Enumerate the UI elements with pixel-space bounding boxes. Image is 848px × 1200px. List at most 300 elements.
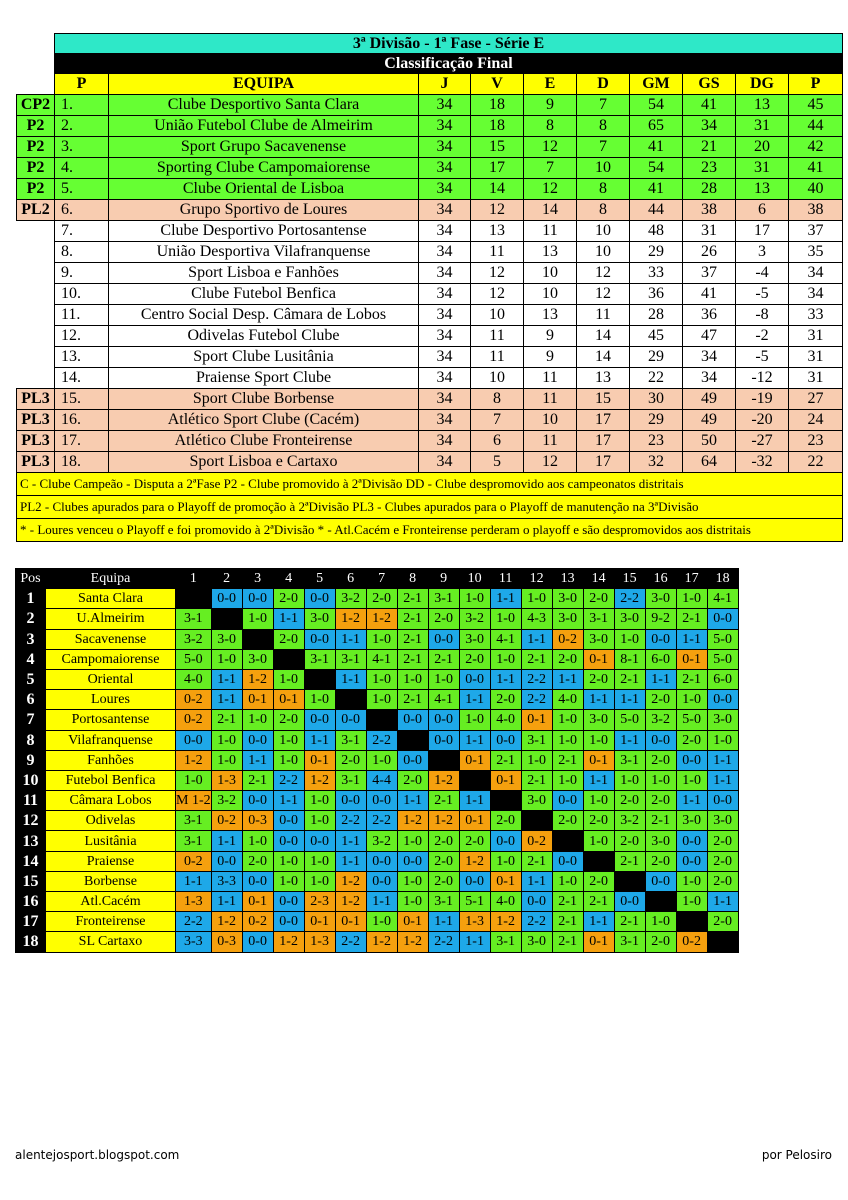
qualification-code (17, 242, 55, 263)
cell-v: 13 (471, 221, 524, 242)
score-cell: 1-2 (335, 892, 366, 912)
score-cell: 1-0 (211, 750, 242, 770)
score-cell: 1-1 (707, 770, 738, 790)
cell-gs: 38 (683, 200, 736, 221)
cell-dg: -4 (736, 263, 789, 284)
score-cell: 2-1 (490, 750, 521, 770)
cell-gs: 34 (683, 116, 736, 137)
grid-row (16, 710, 739, 730)
score-cell: 1-2 (176, 750, 212, 770)
score-cell: 0-0 (211, 851, 242, 871)
score-cell: 0-2 (521, 831, 552, 851)
qualification-code (17, 263, 55, 284)
score-cell: 1-0 (366, 690, 397, 710)
score-cell: 1-1 (273, 791, 304, 811)
grid-header-col: 15 (614, 569, 645, 589)
cell-d: 14 (577, 347, 630, 368)
score-cell: 1-2 (366, 932, 397, 952)
cell-j: 34 (419, 431, 471, 452)
score-cell: 3-2 (614, 811, 645, 831)
score-cell: 0-1 (397, 912, 428, 932)
grid-row-team: Loures (46, 690, 176, 710)
standings-row (17, 284, 843, 305)
score-cell: 3-1 (176, 831, 212, 851)
score-cell: 3-1 (490, 932, 521, 952)
header-col-1: EQUIPA (109, 74, 419, 95)
score-cell: 0-0 (304, 710, 335, 730)
score-cell: 1-0 (273, 730, 304, 750)
grid-row (16, 770, 739, 790)
grid-row-team: Santa Clara (46, 589, 176, 609)
score-cell: 1-1 (304, 730, 335, 750)
grid-header-col: 9 (428, 569, 459, 589)
score-cell: 1-1 (459, 791, 490, 811)
cell-gs: 26 (683, 242, 736, 263)
score-cell: 1-0 (459, 589, 490, 609)
score-cell: 1-0 (397, 831, 428, 851)
score-cell: 1-0 (552, 770, 583, 790)
results-grid (15, 568, 739, 953)
cell-gm: 41 (630, 137, 683, 158)
score-cell: 0-2 (211, 811, 242, 831)
cell-team: Clube Futebol Benfica (109, 284, 419, 305)
cell-dg: -5 (736, 347, 789, 368)
score-cell: 1-1 (521, 871, 552, 891)
score-cell: 0-1 (459, 811, 490, 831)
score-cell: 0-0 (707, 690, 738, 710)
header-col-7: GS (683, 74, 736, 95)
score-cell: 2-2 (521, 669, 552, 689)
cell-j: 34 (419, 221, 471, 242)
score-cell: 1-1 (211, 690, 242, 710)
score-cell: 2-1 (676, 609, 707, 629)
cell-e: 9 (524, 347, 577, 368)
cell-gs: 49 (683, 389, 736, 410)
score-cell: 0-0 (176, 730, 212, 750)
score-cell: 1-1 (273, 609, 304, 629)
cell-gs: 47 (683, 326, 736, 347)
grid-row-team: Sacavenense (46, 629, 176, 649)
score-cell: 0-1 (583, 932, 614, 952)
cell-v: 18 (471, 116, 524, 137)
score-cell: 1-0 (211, 649, 242, 669)
cell-gm: 33 (630, 263, 683, 284)
score-cell (428, 750, 459, 770)
cell-pos: 2. (55, 116, 109, 137)
header-spacer (17, 74, 55, 95)
score-cell: 0-0 (242, 791, 273, 811)
score-cell: 2-0 (459, 831, 490, 851)
cell-gs: 34 (683, 347, 736, 368)
cell-gm: 44 (630, 200, 683, 221)
cell-team: Sporting Clube Campomaiorense (109, 158, 419, 179)
grid-row-pos: 17 (16, 912, 46, 932)
score-cell: 0-1 (242, 892, 273, 912)
score-cell: 0-1 (304, 750, 335, 770)
cell-pos: 15. (55, 389, 109, 410)
score-cell: 2-0 (273, 589, 304, 609)
score-cell: 3-2 (335, 589, 366, 609)
score-cell: 5-0 (707, 649, 738, 669)
cell-dg: 31 (736, 116, 789, 137)
score-cell: 9-2 (645, 609, 676, 629)
cell-e: 11 (524, 389, 577, 410)
cell-e: 13 (524, 242, 577, 263)
score-cell: 1-0 (676, 690, 707, 710)
score-cell: 1-0 (242, 710, 273, 730)
cell-p: 38 (789, 200, 843, 221)
cell-p: 23 (789, 431, 843, 452)
score-cell: 1-1 (335, 669, 366, 689)
cell-v: 15 (471, 137, 524, 158)
cell-d: 17 (577, 431, 630, 452)
cell-dg: -8 (736, 305, 789, 326)
cell-d: 10 (577, 242, 630, 263)
footer-author: por Pelosiro (761, 1148, 832, 1162)
score-cell: 1-1 (583, 690, 614, 710)
score-cell: 3-0 (645, 831, 676, 851)
cell-e: 8 (524, 116, 577, 137)
score-cell: 2-0 (552, 649, 583, 669)
score-cell: 1-1 (583, 770, 614, 790)
score-cell: 1-2 (397, 932, 428, 952)
score-cell: 2-2 (335, 811, 366, 831)
score-cell (273, 649, 304, 669)
score-cell: 3-1 (304, 649, 335, 669)
cell-d: 8 (577, 179, 630, 200)
score-cell: 3-1 (335, 770, 366, 790)
grid-row (16, 649, 739, 669)
cell-gs: 37 (683, 263, 736, 284)
cell-team: Clube Desportivo Santa Clara (109, 95, 419, 116)
score-cell: 4-1 (428, 690, 459, 710)
score-cell: 0-0 (490, 730, 521, 750)
score-cell: 2-1 (242, 770, 273, 790)
cell-team: Sport Grupo Sacavenense (109, 137, 419, 158)
cell-gs: 34 (683, 368, 736, 389)
score-cell: 2-2 (335, 932, 366, 952)
grid-row-pos: 7 (16, 710, 46, 730)
score-cell (242, 629, 273, 649)
score-cell: 5-0 (614, 710, 645, 730)
score-cell: 0-2 (176, 690, 212, 710)
score-cell: 0-0 (242, 730, 273, 750)
score-cell: 1-0 (490, 851, 521, 871)
score-cell: 1-3 (304, 932, 335, 952)
score-cell: 1-0 (242, 831, 273, 851)
score-cell (676, 912, 707, 932)
score-cell: 1-2 (428, 770, 459, 790)
cell-j: 34 (419, 95, 471, 116)
score-cell: 3-1 (521, 730, 552, 750)
cell-dg: 13 (736, 95, 789, 116)
grid-row-team: Lusitânia (46, 831, 176, 851)
cell-j: 34 (419, 263, 471, 284)
cell-team: Sport Clube Lusitânia (109, 347, 419, 368)
score-cell: 3-1 (614, 932, 645, 952)
score-cell: 3-0 (552, 589, 583, 609)
grid-row (16, 811, 739, 831)
score-cell: 1-3 (211, 770, 242, 790)
score-cell: 1-0 (366, 669, 397, 689)
score-cell: 1-1 (397, 791, 428, 811)
score-cell: 3-3 (211, 871, 242, 891)
cell-gm: 28 (630, 305, 683, 326)
cell-gm: 41 (630, 179, 683, 200)
score-cell: 0-0 (366, 791, 397, 811)
subtitle-spacer (17, 54, 55, 74)
cell-e: 13 (524, 305, 577, 326)
standings-subtitle: Classificação Final (55, 54, 843, 74)
grid-row-team: Portosantense (46, 710, 176, 730)
score-cell: 0-0 (707, 791, 738, 811)
score-cell: 0-1 (304, 912, 335, 932)
score-cell: 0-1 (459, 750, 490, 770)
cell-p: 24 (789, 410, 843, 431)
cell-team: Praiense Sport Clube (109, 368, 419, 389)
score-cell (366, 710, 397, 730)
cell-team: União Futebol Clube de Almeirim (109, 116, 419, 137)
score-cell: 2-0 (366, 589, 397, 609)
score-cell (552, 831, 583, 851)
score-cell: 1-1 (176, 871, 212, 891)
score-cell: 1-1 (676, 629, 707, 649)
cell-p: 22 (789, 452, 843, 473)
cell-gs: 28 (683, 179, 736, 200)
score-cell: 3-1 (428, 892, 459, 912)
grid-row-team: Praiense (46, 851, 176, 871)
score-cell: 1-0 (552, 871, 583, 891)
cell-e: 7 (524, 158, 577, 179)
score-cell: 1-0 (676, 770, 707, 790)
score-cell: 3-1 (428, 589, 459, 609)
score-cell: 2-1 (428, 649, 459, 669)
score-cell: 8-1 (614, 649, 645, 669)
score-cell (707, 932, 738, 952)
score-cell: 1-0 (521, 589, 552, 609)
score-cell (176, 589, 212, 609)
grid-row-team: Futebol Benfica (46, 770, 176, 790)
score-cell: 3-0 (521, 791, 552, 811)
cell-gs: 31 (683, 221, 736, 242)
cell-gm: 29 (630, 410, 683, 431)
grid-header-col: 4 (273, 569, 304, 589)
score-cell: 0-1 (583, 649, 614, 669)
score-cell: 2-0 (583, 871, 614, 891)
cell-dg: -2 (736, 326, 789, 347)
cell-e: 12 (524, 452, 577, 473)
grid-header-col: 12 (521, 569, 552, 589)
grid-row-team: Vilafranquense (46, 730, 176, 750)
score-cell: 2-1 (614, 851, 645, 871)
cell-dg: -20 (736, 410, 789, 431)
score-cell: 1-0 (552, 710, 583, 730)
score-cell: 5-0 (676, 710, 707, 730)
score-cell: 2-0 (645, 791, 676, 811)
score-cell: 1-1 (459, 932, 490, 952)
score-cell: 1-1 (335, 851, 366, 871)
grid-header-col: 14 (583, 569, 614, 589)
score-cell: 2-0 (397, 770, 428, 790)
score-cell: 1-1 (521, 629, 552, 649)
grid-row-pos: 4 (16, 649, 46, 669)
grid-row (16, 750, 739, 770)
score-cell: 0-0 (366, 851, 397, 871)
score-cell: 2-1 (583, 892, 614, 912)
score-cell: 1-0 (304, 871, 335, 891)
qualification-code (17, 368, 55, 389)
score-cell: 1-0 (273, 750, 304, 770)
grid-row-pos: 8 (16, 730, 46, 750)
cell-gm: 54 (630, 158, 683, 179)
standings-row (17, 200, 843, 221)
cell-team: Sport Clube Borbense (109, 389, 419, 410)
qualification-code: PL3 (17, 452, 55, 473)
cell-pos: 3. (55, 137, 109, 158)
cell-p: 45 (789, 95, 843, 116)
grid-row-team: Fronteirense (46, 912, 176, 932)
score-cell: 2-0 (583, 811, 614, 831)
score-cell: 1-0 (583, 791, 614, 811)
grid-header-col: 2 (211, 569, 242, 589)
grid-row-pos: 16 (16, 892, 46, 912)
cell-team: Clube Desportivo Portosantense (109, 221, 419, 242)
cell-d: 8 (577, 116, 630, 137)
cell-gm: 54 (630, 95, 683, 116)
score-cell: 1-1 (583, 912, 614, 932)
cell-team: Sport Lisboa e Cartaxo (109, 452, 419, 473)
score-cell: 0-0 (459, 669, 490, 689)
score-cell: 1-2 (211, 912, 242, 932)
cell-pos: 17. (55, 431, 109, 452)
score-cell: 0-1 (242, 690, 273, 710)
standings-row (17, 326, 843, 347)
score-cell: 1-0 (676, 871, 707, 891)
score-cell: 3-0 (583, 710, 614, 730)
score-cell: 4-3 (521, 609, 552, 629)
standings-title: 3ª Divisão - 1ª Fase - Série E (55, 34, 843, 54)
qualification-code: P2 (17, 116, 55, 137)
grid-header-col: 5 (304, 569, 335, 589)
cell-j: 34 (419, 158, 471, 179)
score-cell: 1-0 (707, 730, 738, 750)
score-cell: 0-1 (490, 871, 521, 891)
standings-row (17, 431, 843, 452)
score-cell: 0-0 (366, 871, 397, 891)
score-cell: 1-0 (304, 690, 335, 710)
score-cell: 1-0 (645, 770, 676, 790)
grid-header-col: 11 (490, 569, 521, 589)
score-cell: 1-1 (645, 669, 676, 689)
cell-gs: 21 (683, 137, 736, 158)
cell-d: 7 (577, 95, 630, 116)
score-cell: 2-1 (397, 609, 428, 629)
score-cell: 1-2 (242, 669, 273, 689)
score-cell: 5-1 (459, 892, 490, 912)
score-cell: 5-0 (707, 629, 738, 649)
qualification-code (17, 221, 55, 242)
cell-team: Sport Lisboa e Fanhões (109, 263, 419, 284)
grid-row-pos: 3 (16, 629, 46, 649)
score-cell: 0-3 (242, 811, 273, 831)
cell-v: 11 (471, 242, 524, 263)
score-cell (459, 770, 490, 790)
score-cell: 2-0 (676, 730, 707, 750)
cell-gs: 36 (683, 305, 736, 326)
score-cell (211, 609, 242, 629)
cell-pos: 18. (55, 452, 109, 473)
score-cell: 2-2 (176, 912, 212, 932)
cell-v: 7 (471, 410, 524, 431)
header-col-0: P (55, 74, 109, 95)
cell-pos: 6. (55, 200, 109, 221)
grid-row-pos: 6 (16, 690, 46, 710)
score-cell: 0-0 (397, 851, 428, 871)
standings-row (17, 179, 843, 200)
score-cell: 4-0 (490, 892, 521, 912)
score-cell: 2-0 (707, 912, 738, 932)
qualification-code (17, 305, 55, 326)
score-cell: 4-0 (176, 669, 212, 689)
score-cell: 1-1 (335, 629, 366, 649)
cell-d: 12 (577, 284, 630, 305)
cell-d: 12 (577, 263, 630, 284)
cell-v: 6 (471, 431, 524, 452)
score-cell: 3-0 (211, 629, 242, 649)
cell-p: 31 (789, 326, 843, 347)
grid-row-pos: 13 (16, 831, 46, 851)
cell-p: 34 (789, 284, 843, 305)
score-cell: 1-0 (614, 629, 645, 649)
score-cell: 1-0 (366, 750, 397, 770)
score-cell: 0-1 (521, 710, 552, 730)
cell-v: 5 (471, 452, 524, 473)
cell-p: 44 (789, 116, 843, 137)
score-cell: 3-1 (335, 730, 366, 750)
score-cell: 1-1 (335, 831, 366, 851)
score-cell: 3-0 (676, 811, 707, 831)
score-cell: 3-0 (521, 932, 552, 952)
cell-gm: 23 (630, 431, 683, 452)
score-cell (521, 811, 552, 831)
score-cell: 2-1 (397, 629, 428, 649)
score-cell: 2-0 (645, 932, 676, 952)
score-cell: 2-1 (676, 669, 707, 689)
score-cell: 0-0 (707, 609, 738, 629)
cell-pos: 12. (55, 326, 109, 347)
score-cell: 2-0 (428, 851, 459, 871)
score-cell: 1-0 (304, 791, 335, 811)
cell-v: 10 (471, 305, 524, 326)
score-cell: 0-0 (490, 831, 521, 851)
cell-dg: -32 (736, 452, 789, 473)
grid-header-col: 7 (366, 569, 397, 589)
score-cell: 4-1 (707, 589, 738, 609)
score-cell: 0-2 (176, 710, 212, 730)
cell-pos: 13. (55, 347, 109, 368)
cell-d: 8 (577, 200, 630, 221)
score-cell: 0-0 (428, 629, 459, 649)
score-cell: 3-1 (614, 750, 645, 770)
score-cell: 1-2 (366, 609, 397, 629)
score-cell: 2-1 (521, 770, 552, 790)
grid-row (16, 912, 739, 932)
grid-header-pos: Pos (16, 569, 46, 589)
score-cell: 0-0 (304, 629, 335, 649)
grid-row-pos: 11 (16, 791, 46, 811)
score-cell: 0-0 (397, 710, 428, 730)
standings-row (17, 221, 843, 242)
